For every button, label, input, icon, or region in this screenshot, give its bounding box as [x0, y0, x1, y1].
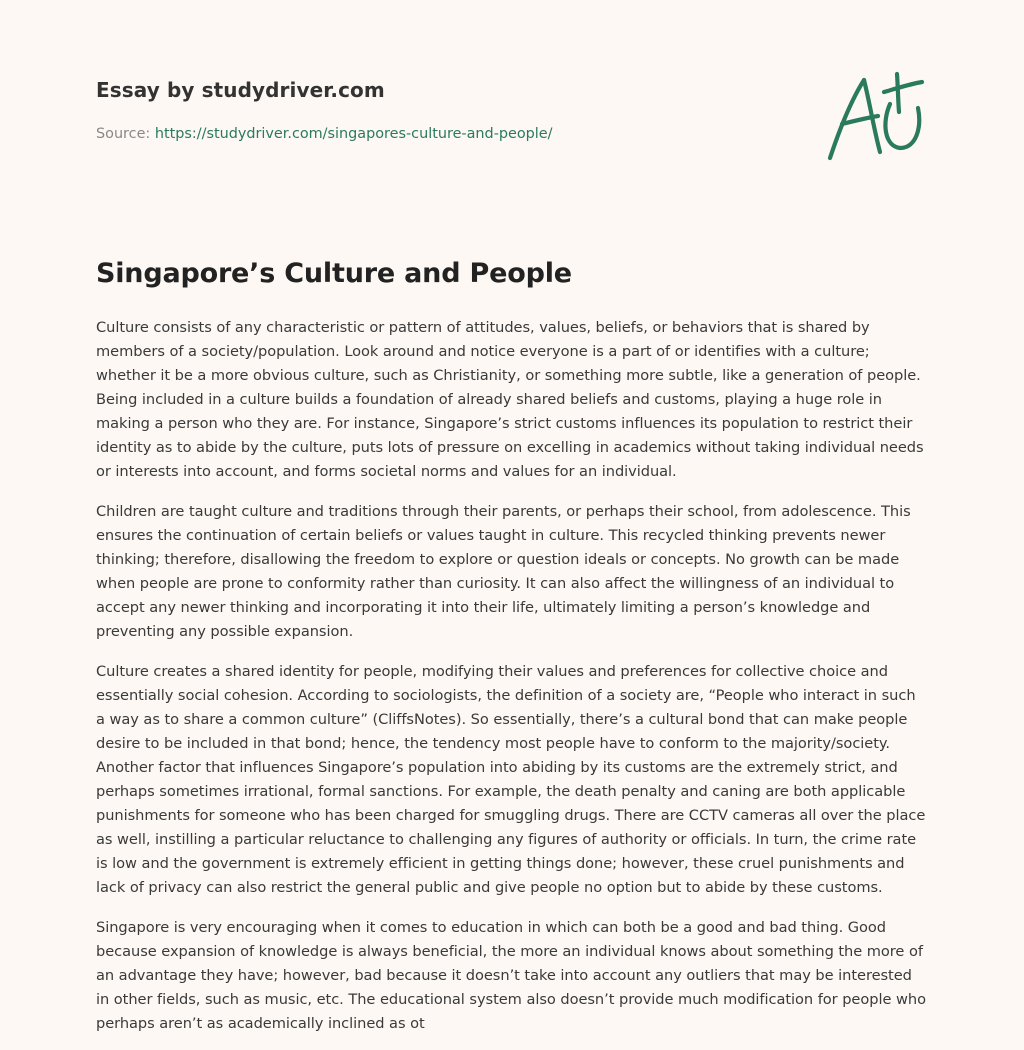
page-title: Singapore’s Culture and People: [96, 258, 572, 289]
article-body: [96, 316, 928, 1050]
source-label: Source:: [96, 126, 155, 142]
paragraph: Culture creates a shared identity for people, modifying their values and preferences for collective choice and essentially social cohesion. According to sociologists, the definition of a society are, “People who interact in such a way as to share a common culture” (CliffsNotes). So essentially, there’s a cultural bond that can make people desire to be included in that bond; hence, the tendency most people have to conform to the majority/society. Another factor that influences Singapore’s population into abiding by its customs are the extremely strict, and perhaps sometimes irrational, formal sanctions. For example, the death penalty and caning are both applicable punishments for someone who has been charged for smuggling drugs. There are CCTV cameras all over the place as well, instilling a particular reluctance to challenging any figures of authority or officials. In turn, the crime rate is low and the government is extremely efficient in getting things done; however, these cruel punishments and lack of privacy can also restrict the general public and give people no option but to abide by these customs.: [96, 663, 926, 896]
source-line: [96, 124, 553, 144]
brand-title: Essay by studydriver.com: [96, 78, 385, 102]
essay-header: [96, 76, 928, 176]
a-plus-logo-icon: [824, 68, 928, 164]
paragraph: Culture consists of any characteristic or pattern of attitudes, values, beliefs, or behaviors that is shared by members of a society/population. Look around and notice everyone is a part of or identifies with a culture; whether it be a more obvious culture, such as Christianity, or something more subtle, like a generation of people. Being included in a culture builds a foundation of already shared beliefs and customs, playing a huge role in making a person who they are. For instance, Singapore’s strict customs influences its population to restrict their identity as to abide by the culture, puts lots of pressure on excelling in academics without taking individual needs or interests into account, and forms societal norms and values for an individual.: [96, 319, 924, 480]
source-link[interactable]: https://studydriver.com/singapores-culture-and-people/: [154, 126, 553, 142]
paragraph: Children are taught culture and traditions through their parents, or perhaps their school, from adolescence. This ensures the continuation of certain beliefs or values taught in culture. This recycled thinking prevents newer thinking; therefore, disallowing the freedom to explore or question ideals or concepts. No growth can be made when people are prone to conformity rather than curiosity. It can also affect the willingness of an individual to accept any newer thinking and incorporating it into their life, ultimately limiting a person’s knowledge and preventing any possible expansion.: [96, 503, 911, 640]
paragraph: Singapore is very encouraging when it comes to education in which can both be a good and bad thing. Good because expansion of knowledge is always beneficial, the more an individual knows about something the more of an advantage they have; however, bad because it doesn’t take into account any outliers that may be interested in other fields, such as music, etc. The educational system also doesn’t provide much modification for people who perhaps aren’t as academically inclined as ot: [96, 919, 926, 1032]
